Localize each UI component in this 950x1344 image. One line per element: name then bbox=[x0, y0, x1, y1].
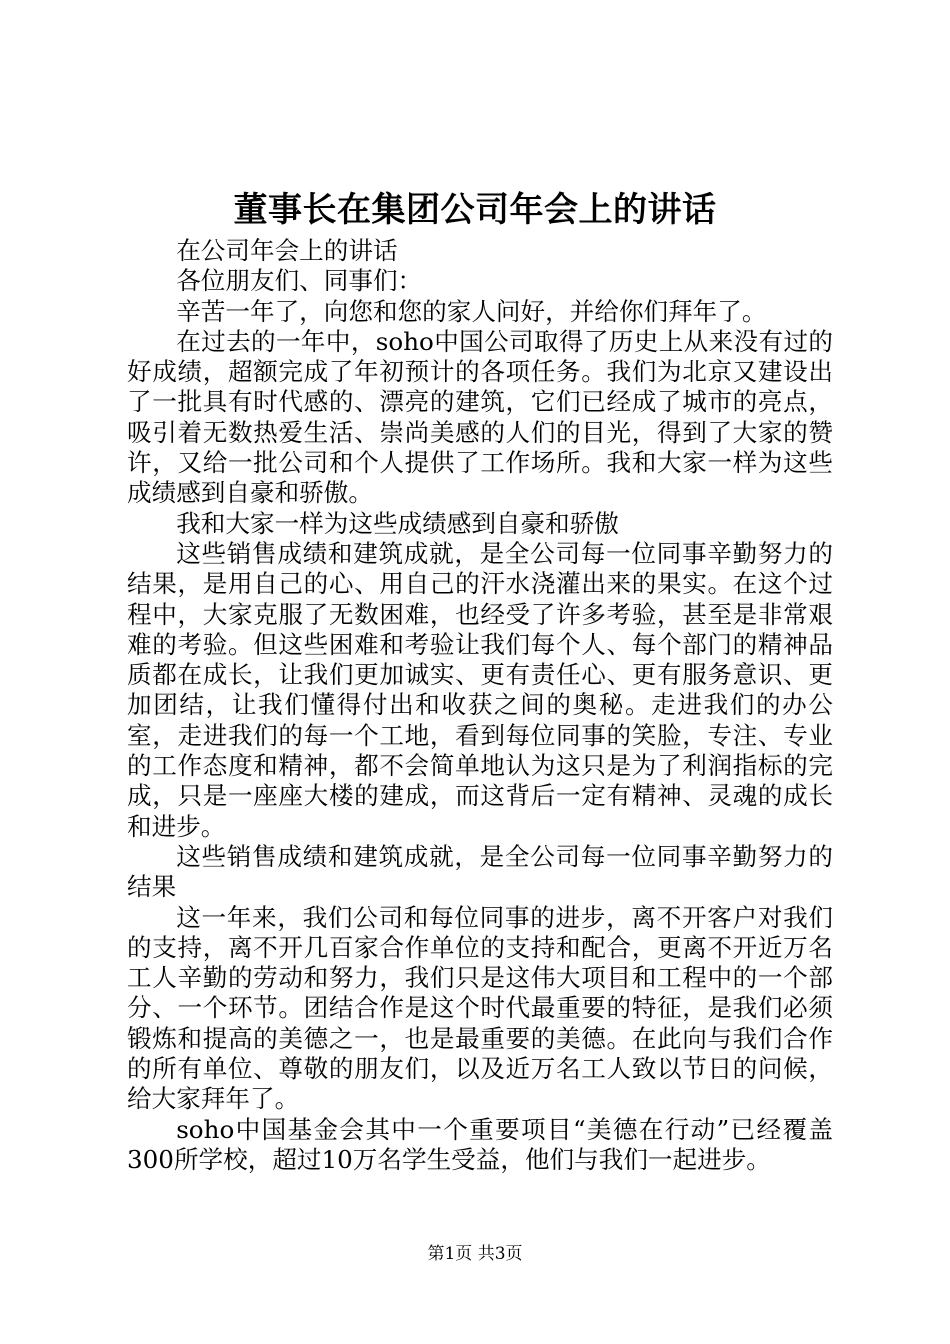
paragraph: 这一年来，我们公司和每位同事的进步，离不开客户对我们的支持，离不开几百家合作单位的支持和配合，更离不开近万名工人辛勤的劳动和努力，我们只是这伟大项目和工程中的一个部分、一个环节。团结合作是这个时代最重要的特征，是我们必须锻炼和提高的美德之一，也是最重要的美德。在此向与我们合作的所有单位、尊敬的朋友们，以及近万名工人致以节日的问候，给大家拜年了。 bbox=[127, 902, 833, 1114]
paragraph: 这些销售成绩和建筑成就，是全公司每一位同事辛勤努力的结果 bbox=[127, 841, 833, 902]
paragraph: 各位朋友们、同事们： bbox=[176, 266, 423, 296]
paragraph: 我和大家一样为这些成绩感到自豪和骄傲 bbox=[176, 508, 619, 538]
document-body bbox=[127, 236, 833, 1175]
paragraph: 辛苦一年了，向您和您的家人问好，并给你们拜年了。 bbox=[176, 296, 767, 326]
page-footer: 第1页 共3页 bbox=[427, 1244, 523, 1264]
paragraph: 这些销售成绩和建筑成就，是全公司每一位同事辛勤努力的结果，是用自己的心、用自己的汗水浇灌出来的果实。在这个过程中，大家克服了无数困难，也经受了许多考验，甚至是非常艰难的考验。但这些困难和考验让我们每个人、每个部门的精神品质都在成长，让我们更加诚实、更有责任心、更有服务意识、更加团结，让我们懂得付出和收获之间的奥秘。走进我们的办公室，走进我们的每一个工地，看到每位同事的笑脸，专注、专业的工作态度和精神，都不会简单地认为这只是为了利润指标的完成，只是一座座大楼的建成，而这背后一定有精神、灵魂的成长和进步。 bbox=[127, 538, 833, 841]
document-title: 董事长在集团公司年会上的讲话 bbox=[233, 190, 717, 230]
paragraph: soho中国基金会其中一个重要项目“美德在行动”已经覆盖300所学校，超过10万名学生受益，他们与我们一起进步。 bbox=[127, 1114, 833, 1174]
paragraph: 在过去的一年中，soho中国公司取得了历史上从来没有过的好成绩，超额完成了年初预计的各项任务。我们为北京又建设出了一批具有时代感的、漂亮的建筑，它们已经成了城市的亮点，吸引着无数热爱生活、崇尚美感的人们的目光，得到了大家的赞许，又给一批公司和个人提供了工作场所。我和大家一样为这些成绩感到自豪和骄傲。 bbox=[127, 326, 833, 508]
paragraph: 在公司年会上的讲话 bbox=[176, 236, 398, 265]
